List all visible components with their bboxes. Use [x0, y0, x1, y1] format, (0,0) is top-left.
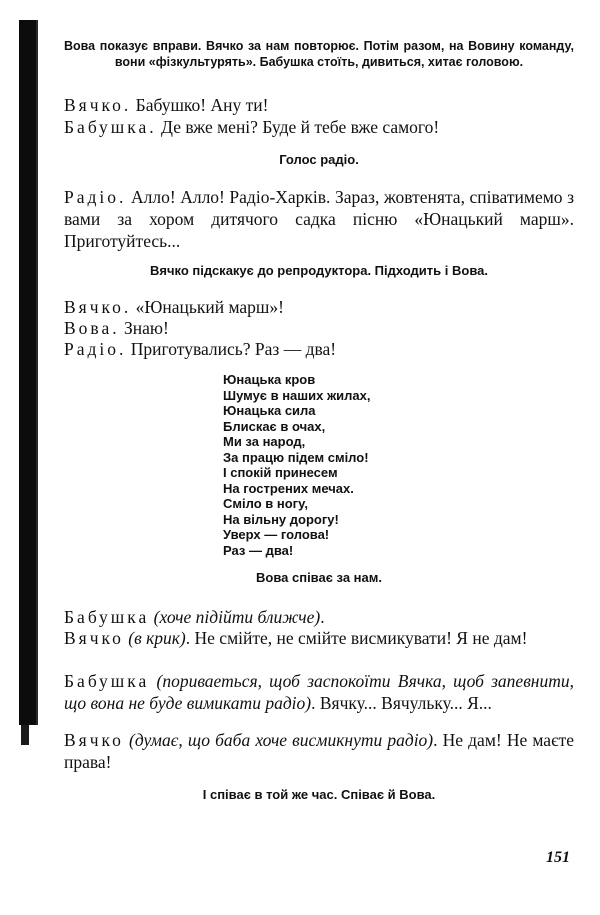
book-spine-shadow	[19, 20, 36, 725]
song-line: Уверх — голова!	[223, 527, 330, 542]
speech: . Не смійте, не смійте висмикувати! Я не дам!	[185, 628, 528, 648]
song-line: За працю підем сміло!	[223, 449, 369, 465]
dialogue-line-vyachko-4	[64, 729, 574, 773]
song-line: Юнацька сила	[223, 403, 316, 418]
song-line: Шумує в наших жилах,	[223, 387, 371, 403]
dialogue-line-vyachko-1	[64, 94, 574, 116]
stage-remark: (пориваеться, щоб заспокоїти Вячка, щоб запевнити, що вона не буде вимикати радіо)	[64, 671, 574, 713]
speaker: Вова.	[64, 318, 120, 338]
stage-direction-reproducer: Вячко підскакує до репродуктора. Підходить і Вова.	[150, 263, 488, 278]
song-line: Юнацька кров	[223, 372, 316, 387]
stage-remark: (думає, що баба хоче висмикнути радіо)	[123, 730, 434, 750]
dialogue-line-babushka-3	[64, 670, 574, 714]
speech: . Не дам! Не маєте права!	[64, 730, 574, 772]
speech: Приготувались? Раз — два!	[126, 339, 337, 359]
speech: Де вже мені? Буде й тебе вже самого!	[156, 117, 440, 137]
speaker: Вячко.	[64, 95, 132, 115]
song-line: Раз — два!	[223, 542, 294, 558]
song-line: На вільну дорогу!	[223, 511, 339, 527]
song-line: На гострених мечах.	[223, 480, 354, 496]
dialogue-line-vyachko-3	[64, 627, 574, 649]
speech: . Вячку... Вячульку... Я...	[311, 693, 492, 713]
speaker: Радіо.	[64, 339, 127, 359]
song-line: Сміло в ногу,	[223, 496, 308, 511]
stage-direction-radio-voice: Голос радіо.	[279, 152, 359, 167]
speaker: Бабушка	[64, 671, 150, 691]
dialogue-line-vyachko-2	[64, 296, 574, 318]
speech: Бабушко! Ану ти!	[131, 95, 269, 115]
speaker: Вячко	[64, 730, 124, 750]
song-line: І спокій принесем	[223, 465, 338, 480]
stage-remark: (в крик)	[123, 628, 186, 648]
book-spine-edge	[36, 20, 38, 725]
dialogue-line-babushka-2	[64, 606, 574, 628]
stage-direction-exercises: Вова показує вправи. Вячко за нам повторює. Потім разом, на Вовину команду, вони «фізкультурять». Бабушка стоїть, дивиться, хитає головою.	[64, 39, 574, 69]
stage-direction-singing: І співає в той же час. Співає й Вова.	[202, 787, 436, 802]
speech: Знаю!	[119, 318, 169, 338]
speaker: Вячко	[64, 628, 124, 648]
dialogue-line-radio-2	[64, 338, 574, 360]
speaker: Радіо.	[64, 187, 127, 207]
book-spine-tail	[21, 725, 29, 745]
song-line: Ми за народ,	[223, 434, 306, 449]
dialogue-line-radio-1	[64, 186, 574, 252]
song-line: Блискає в очах,	[223, 418, 326, 434]
song-lyrics	[223, 372, 370, 558]
speaker: Бабушка	[64, 607, 150, 627]
stage-remark: (хоче підійти ближче)	[149, 607, 321, 627]
page-number: 151	[546, 849, 570, 866]
speaker: Вячко.	[64, 297, 132, 317]
speech: .	[320, 607, 325, 627]
stage-direction-vova-sings: Вова співає за нам.	[256, 570, 382, 585]
speaker: Бабушка.	[64, 117, 157, 137]
dialogue-line-vova-1	[64, 317, 574, 339]
speech: Алло! Алло! Радіо-Харків. Зараз, жовтенята, співатимемо з вами за хором дитячого садка пісню «Юнацький марш». Приготуйтесь...	[64, 187, 574, 251]
speech: «Юнацький марш»!	[131, 297, 284, 317]
dialogue-line-babushka-1	[64, 116, 574, 138]
